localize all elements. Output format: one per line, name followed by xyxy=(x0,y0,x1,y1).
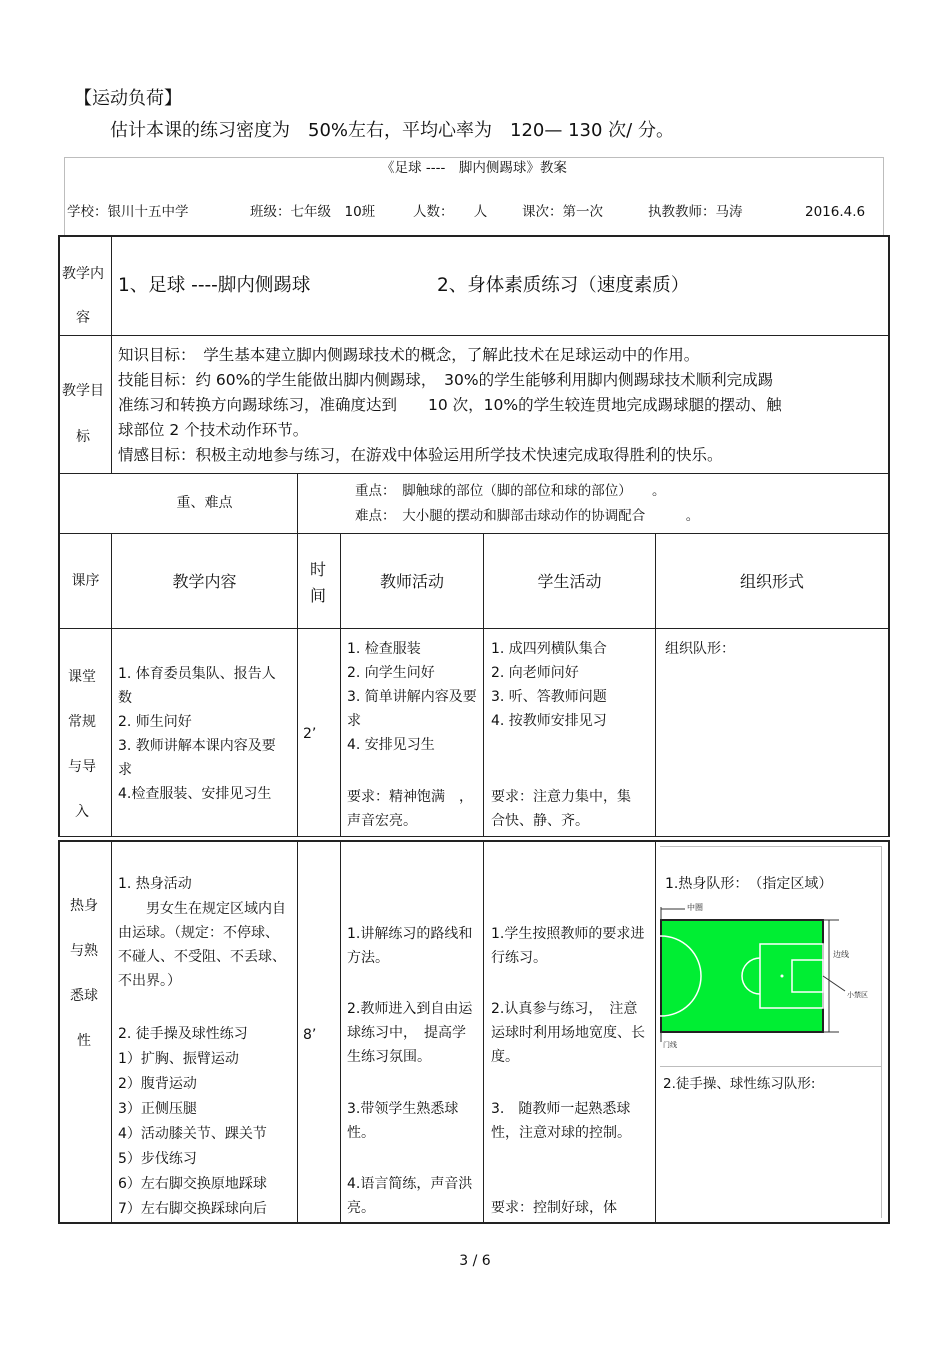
goal-line: 技能目标：约 60%的学生能做出脚内侧踢球， 30%的学生能够利用脚内侧踢球技术顺利完成踢 xyxy=(118,371,774,389)
header-student: 学生活动 xyxy=(537,572,602,591)
pitch-diagram xyxy=(657,897,877,1061)
list-item: 3. 简单讲解内容及要求 xyxy=(347,689,477,729)
warmup-content-title-1: 1. 热身活动 xyxy=(118,876,192,892)
info-count: 人数： 人 xyxy=(413,204,488,220)
list-item: 2. 向老师问好 xyxy=(491,665,579,681)
difficulty-point: 难点： 大小腿的摆动和脚部击球动作的协调配合 。 xyxy=(355,508,700,524)
content-item-1: 1、足球 ----脚内侧踢球 xyxy=(118,275,311,296)
warmup-teacher-4: 4.语言简练，声音洪亮。 xyxy=(347,1176,473,1216)
warmup-teacher-3: 3.带领学生熟悉球性。 xyxy=(347,1101,459,1141)
key-point: 重点： 脚触球的部位（脚的部位和球的部位） 。 xyxy=(355,483,666,499)
pitch-label-center: 中圈 xyxy=(687,903,703,912)
header-content: 教学内容 xyxy=(172,572,237,591)
routine-label: 课堂常规与导入 xyxy=(68,669,96,820)
goal-line: 情感目标：积极主动地参与练习，在游戏中体验运用所学技术快速完成取得胜利的快乐。 xyxy=(118,446,723,464)
info-teacher: 执教教师：马涛 xyxy=(648,204,743,220)
warmup-student-3: 3. 随教师一起熟悉球性，注意对球的控制。 xyxy=(491,1101,631,1141)
list-item: 1）扩胸、振臂运动 xyxy=(118,1051,239,1067)
routine-time: 2’ xyxy=(303,726,317,742)
list-item: 4. 安排见习生 xyxy=(347,737,435,753)
list-item: 4.检查服装、安排见习生 xyxy=(118,786,272,802)
header-org: 组织形式 xyxy=(739,572,804,591)
warmup-teacher-2: 2.教师进入到自由运球练习中， 提高学生练习氛围。 xyxy=(347,1001,473,1065)
info-class: 班级：七年级 10班 xyxy=(250,204,376,220)
header-teacher: 教师活动 xyxy=(379,572,444,591)
list-item: 1. 体育委员集队、报告人数 xyxy=(118,666,276,706)
list-item: 3. 教师讲解本课内容及要求 xyxy=(118,738,276,778)
goal-line: 球部位 2 个技术动作环节。 xyxy=(118,421,309,439)
goal-line: 知识目标： 学生基本建立脚内侧踢球技术的概念，了解此技术在足球运动中的作用。 xyxy=(118,346,700,364)
warmup-teacher-1: 1.讲解练习的路线和方法。 xyxy=(347,926,473,966)
load-text: 估计本课的练习密度为 50%左右，平均心率为 120— 130 次/ 分。 xyxy=(110,120,674,141)
pitch-label-right: 边线 xyxy=(833,950,849,959)
routine-org: 组织队形： xyxy=(665,641,735,657)
list-item: 4）活动膝关节、踝关节 xyxy=(118,1126,267,1142)
content-row-label: 教学内容 xyxy=(62,266,104,326)
routine-student-req: 要求：注意力集中，集合快、静、齐。 xyxy=(491,789,631,829)
routine-content xyxy=(118,662,288,806)
list-item: 3. 听、答教师问题 xyxy=(491,689,607,705)
table-top-border xyxy=(58,235,889,237)
load-heading: 【运动负荷】 xyxy=(74,88,182,109)
warmup-student-2: 2.认真参与练习， 注意运球时利用场地宽度、长度。 xyxy=(491,1001,645,1065)
goal-line: 准练习和转换方向踢球练习，准确度达到 10 次，10%的学生较连贯地完成踢球腿的摆动、触 xyxy=(118,396,782,414)
list-item: 5）步伐练习 xyxy=(118,1151,197,1167)
routine-teacher xyxy=(347,637,477,757)
warmup-content-items xyxy=(118,1047,293,1222)
goals-row-label: 教学目标 xyxy=(62,383,104,445)
warmup-student-1: 1.学生按照教师的要求进行练习。 xyxy=(491,926,645,966)
info-lesson: 课次：第一次 xyxy=(522,204,603,220)
content-item-2: 2、身体素质练习（速度素质） xyxy=(437,275,690,296)
info-school: 学校：银川十五中学 xyxy=(67,204,189,220)
list-item: 1. 成四列横队集合 xyxy=(491,641,607,657)
pitch-label-box: 小禁区 xyxy=(847,991,868,999)
list-item: 2. 向学生问好 xyxy=(347,665,435,681)
pitch-label-bottom: 门线 xyxy=(663,1041,677,1049)
warmup-label: 热身与熟悉球性 xyxy=(70,898,98,1049)
list-item: 7）左右脚交换踩球向后 xyxy=(118,1201,267,1217)
warmup-content-title-2: 2. 徒手操及球性练习 xyxy=(118,1026,248,1042)
list-item: 3）正侧压腿 xyxy=(118,1101,197,1117)
list-item: 2. 师生问好 xyxy=(118,714,192,730)
plan-title: 《足球 ---- 脚内侧踢球》教案 xyxy=(381,160,567,176)
warmup-content-text-1: 男女生在规定区域内自由运球。（规定：不停球、不碰人、不受阻、不丢球、不出界。） xyxy=(118,901,286,989)
routine-student xyxy=(491,637,651,733)
warmup-time: 8’ xyxy=(303,1027,317,1043)
page-number: 3 / 6 xyxy=(459,1253,491,1269)
list-item: 1. 检查服装 xyxy=(347,641,421,657)
header-order: 课序 xyxy=(71,573,100,589)
key-row-label: 重、难点 xyxy=(176,495,233,511)
list-item: 2）腹背运动 xyxy=(118,1076,197,1092)
list-item: 4. 按教师安排见习 xyxy=(491,713,607,729)
list-item: 6）左右脚交换原地踩球 xyxy=(118,1176,267,1192)
header-time: 时间 xyxy=(309,560,326,605)
goals-list xyxy=(118,343,888,468)
info-date: 2016.4.6 xyxy=(805,204,866,220)
warmup-student-req: 要求：控制好球，体 xyxy=(491,1200,617,1216)
warmup-org-1: 1.热身队形： （指定区域） xyxy=(665,876,833,892)
warmup-org-2: 2.徒手操、球性练习队形: xyxy=(663,1076,816,1092)
routine-teacher-req: 要求：精神饱满 ，声音宏亮。 xyxy=(347,789,473,829)
